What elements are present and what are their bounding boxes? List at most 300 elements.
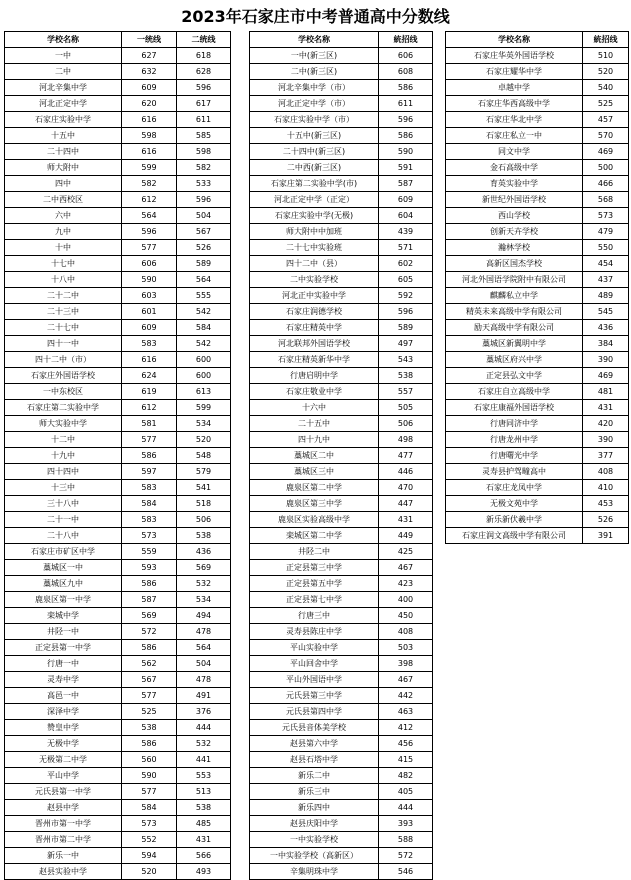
table-row [250,400,433,416]
table-row [250,224,433,240]
score-cell: 431 [379,512,433,528]
score-cell: 560 [122,752,177,768]
school-name-cell: 新世纪外国语学校 [446,192,583,208]
school-name-cell: 无极文苑中学 [446,496,583,512]
score-cell: 506 [379,416,433,432]
score-cell: 400 [379,592,433,608]
score-table-left [4,31,231,880]
table-row [250,528,433,544]
table-row [446,528,629,544]
score-cell: 456 [379,736,433,752]
score-cell: 506 [177,512,231,528]
score-cell: 600 [177,368,231,384]
score-cell: 594 [122,848,177,864]
school-name-cell: 石家庄敬业中学 [250,384,379,400]
school-name-cell: 石家庄华英外国语学校 [446,48,583,64]
score-cell: 420 [583,416,629,432]
table-row [5,96,231,112]
school-name-cell: 二十七中实验班 [250,240,379,256]
school-name-cell: 鹿泉区实验高级中学 [250,512,379,528]
school-name-cell: 二中西校区 [5,192,122,208]
score-cell: 590 [379,144,433,160]
table-row [5,384,231,400]
score-table-middle [249,31,433,880]
score-cell: 491 [177,688,231,704]
score-cell: 618 [177,48,231,64]
score-cell: 479 [583,224,629,240]
score-cell: 510 [583,48,629,64]
score-cell: 398 [379,656,433,672]
score-cell: 469 [583,144,629,160]
score-cell: 543 [379,352,433,368]
school-name-cell: 二十八中 [5,528,122,544]
score-cell: 541 [177,480,231,496]
table-row [446,512,629,528]
table-row [250,864,433,880]
school-name-cell: 四十二中（县） [250,256,379,272]
table-row [446,64,629,80]
school-name-cell: 十三中 [5,480,122,496]
score-cell: 550 [583,240,629,256]
school-name-cell: 藁城区二中 [250,448,379,464]
school-name-cell: 石家庄精英中学 [250,320,379,336]
table-row [250,272,433,288]
score-cell: 586 [379,128,433,144]
score-cell: 611 [379,96,433,112]
score-cell: 454 [583,256,629,272]
school-name-cell: 藁城区新翼明中学 [446,336,583,352]
school-name-cell: 四十二中（市） [5,352,122,368]
school-name-cell: 行唐启明中学 [250,368,379,384]
score-cell: 555 [177,288,231,304]
school-name-cell: 石家庄第二实验中学 [5,400,122,416]
score-cell: 589 [379,320,433,336]
school-name-cell: 二十四中(新三区) [250,144,379,160]
table-row [446,352,629,368]
table-row [250,112,433,128]
table-row [5,576,231,592]
score-cell: 457 [583,112,629,128]
score-cell: 571 [379,240,433,256]
school-name-cell: 平山中学 [5,768,122,784]
table-row [446,384,629,400]
table-row [5,496,231,512]
score-cell: 545 [583,304,629,320]
score-cell: 441 [177,752,231,768]
table-row [446,240,629,256]
table-row [5,128,231,144]
table-row [5,80,231,96]
table-row [446,176,629,192]
score-cell: 604 [379,208,433,224]
table-row [446,48,629,64]
score-cell: 377 [583,448,629,464]
score-cell: 469 [583,368,629,384]
school-name-cell: 一中实验学校 [250,832,379,848]
score-cell: 505 [379,400,433,416]
school-name-cell: 高邑一中 [5,688,122,704]
score-cell: 601 [122,304,177,320]
score-cell: 504 [177,208,231,224]
table-row [446,496,629,512]
table-row [5,48,231,64]
table-row [5,512,231,528]
score-cell: 482 [379,768,433,784]
table-row [5,336,231,352]
school-name-cell: 行唐三中 [250,608,379,624]
score-cell: 600 [177,352,231,368]
school-name-cell: 新乐四中 [250,800,379,816]
header-row [5,32,231,48]
score-cell: 586 [122,736,177,752]
school-name-cell: 石家庄精英新华中学 [250,352,379,368]
school-name-cell: 高新区国杰学校 [446,256,583,272]
score-cell: 525 [122,704,177,720]
school-name-cell: 师大附中 [5,160,122,176]
school-name-cell: 平山实验中学 [250,640,379,656]
score-cell: 405 [379,784,433,800]
score-cell: 569 [122,608,177,624]
score-cell: 619 [122,384,177,400]
school-name-cell: 四十一中 [5,336,122,352]
table-row [250,128,433,144]
score-cell: 590 [122,272,177,288]
school-name-cell: 河北辛集中学 [5,80,122,96]
school-name-cell: 新乐一中 [5,848,122,864]
table-row [250,720,433,736]
score-cell: 542 [177,304,231,320]
table-row [446,320,629,336]
school-name-cell: 正定县第七中学 [250,592,379,608]
table-row [5,800,231,816]
score-cell: 542 [177,336,231,352]
score-cell: 599 [177,400,231,416]
score-cell: 532 [177,736,231,752]
score-cell: 390 [583,432,629,448]
score-cell: 566 [177,848,231,864]
score-cell: 590 [122,768,177,784]
score-cell: 538 [379,368,433,384]
table-row [250,80,433,96]
score-cell: 463 [379,704,433,720]
score-cell: 591 [379,160,433,176]
score-cell: 616 [122,144,177,160]
score-cell: 425 [379,544,433,560]
table-row [5,528,231,544]
table-row [250,192,433,208]
score-cell: 583 [122,512,177,528]
school-name-cell: 河北联邦外国语学校 [250,336,379,352]
school-name-cell: 行唐同济中学 [446,416,583,432]
score-cell: 557 [379,384,433,400]
school-name-cell: 石家庄私立一中 [446,128,583,144]
table-row [5,256,231,272]
score-cell: 612 [122,192,177,208]
school-name-cell: 元氏县第三中学 [250,688,379,704]
score-cell: 609 [122,320,177,336]
table-row [446,256,629,272]
score-cell: 470 [379,480,433,496]
score-cell: 573 [122,816,177,832]
school-name-cell: 石家庄润文高级中学有限公司 [446,528,583,544]
score-table-right [445,31,629,544]
score-cell: 552 [122,832,177,848]
score-cell: 567 [122,672,177,688]
score-cell: 605 [379,272,433,288]
table-row [446,432,629,448]
score-cell: 444 [379,800,433,816]
table-row [250,752,433,768]
table-row [5,480,231,496]
school-name-cell: 石家庄龙凤中学 [446,480,583,496]
school-name-cell: 一中实验学校（高新区） [250,848,379,864]
table-row [250,496,433,512]
table-row [250,352,433,368]
school-name-cell: 九中 [5,224,122,240]
table-row [5,64,231,80]
table-row [250,832,433,848]
school-name-cell: 赵县第六中学 [250,736,379,752]
score-cell: 497 [379,336,433,352]
table-row [250,288,433,304]
table-row [250,464,433,480]
score-cell: 584 [122,800,177,816]
score-cell: 564 [177,272,231,288]
school-name-cell: 平山外国语中学 [250,672,379,688]
score-cell: 538 [122,720,177,736]
school-name-cell: 六中 [5,208,122,224]
school-name-cell: 一中 [5,48,122,64]
school-name-cell: 石家庄华西高级中学 [446,96,583,112]
table-row [5,208,231,224]
school-name-cell: 瀚林学校 [446,240,583,256]
score-cell: 504 [177,656,231,672]
school-name-cell: 精英未来高级中学有限公司 [446,304,583,320]
score-cell: 534 [177,416,231,432]
score-cell: 570 [583,128,629,144]
table-row [446,160,629,176]
score-cell: 606 [122,256,177,272]
school-name-cell: 石家庄华北中学 [446,112,583,128]
score-cell: 617 [177,96,231,112]
score-cell: 620 [122,96,177,112]
school-name-cell: 育英实验中学 [446,176,583,192]
score-cell: 466 [583,176,629,192]
score-cell: 593 [122,560,177,576]
school-name-cell: 正定县第五中学 [250,576,379,592]
table-row [250,176,433,192]
table-row [250,640,433,656]
score-cell: 390 [583,352,629,368]
table-row [446,336,629,352]
table-row [5,224,231,240]
school-name-cell: 无极中学 [5,736,122,752]
score-cell: 583 [122,480,177,496]
score-cell: 494 [177,608,231,624]
score-cell: 632 [122,64,177,80]
score-cell: 577 [122,688,177,704]
score-cell: 577 [122,432,177,448]
table-row [250,576,433,592]
score-cell: 520 [122,864,177,880]
score-cell: 573 [122,528,177,544]
table-row [250,656,433,672]
table-row [250,208,433,224]
table-row [5,368,231,384]
table-row [5,864,231,880]
school-name-cell: 赵县庆阳中学 [250,816,379,832]
table-row [446,448,629,464]
table-row [5,544,231,560]
table-row [5,432,231,448]
school-name-cell: 河北正定中学 [5,96,122,112]
score-cell: 586 [122,576,177,592]
school-name-cell: 创新天卉学校 [446,224,583,240]
score-cell: 513 [177,784,231,800]
school-name-cell: 师大附中中加班 [250,224,379,240]
school-name-cell: 深泽中学 [5,704,122,720]
table-row [250,240,433,256]
score-cell: 582 [177,160,231,176]
table-row [5,400,231,416]
score-cell: 584 [122,496,177,512]
school-name-cell: 一中(新三区) [250,48,379,64]
school-name-cell: 赵县中学 [5,800,122,816]
table-row [5,784,231,800]
school-name-cell: 二中 [5,64,122,80]
school-name-cell: 新乐新伏羲中学 [446,512,583,528]
table-row [446,208,629,224]
score-cell: 376 [177,704,231,720]
school-name-cell: 石家庄实验中学(无极) [250,208,379,224]
school-name-cell: 四十九中 [250,432,379,448]
school-name-cell: 二十一中 [5,512,122,528]
score-cell: 624 [122,368,177,384]
table-row [5,592,231,608]
score-cell: 587 [122,592,177,608]
table-row [5,832,231,848]
school-name-cell: 晋州市第一中学 [5,816,122,832]
score-cell: 467 [379,672,433,688]
score-cell: 450 [379,608,433,624]
score-cell: 602 [379,256,433,272]
score-cell: 538 [177,528,231,544]
score-cell: 564 [122,208,177,224]
score-cell: 599 [122,160,177,176]
table-row [250,736,433,752]
school-name-cell: 十中 [5,240,122,256]
school-name-cell: 同文中学 [446,144,583,160]
table-row [446,288,629,304]
score-cell: 534 [177,592,231,608]
column-header-score: 統招线 [583,32,629,48]
table-row [250,64,433,80]
table-row [5,320,231,336]
score-cell: 446 [379,464,433,480]
school-name-cell: 二十四中 [5,144,122,160]
table-row [250,144,433,160]
table-row [5,240,231,256]
score-cell: 410 [583,480,629,496]
school-name-cell: 平山回舍中学 [250,656,379,672]
score-cell: 573 [583,208,629,224]
header-row [446,32,629,48]
table-row [5,656,231,672]
table-row [5,144,231,160]
table-row [250,384,433,400]
school-name-cell: 藁城区府兴中学 [446,352,583,368]
column-header-school: 学校名称 [5,32,122,48]
score-cell: 518 [177,496,231,512]
table-row [446,224,629,240]
score-cell: 498 [379,432,433,448]
score-cell: 596 [122,224,177,240]
score-cell: 606 [379,48,433,64]
table-row [5,112,231,128]
table-row [250,816,433,832]
school-name-cell: 十五中 [5,128,122,144]
school-name-cell: 正定县弘文中学 [446,368,583,384]
score-cell: 412 [379,720,433,736]
score-cell: 481 [583,384,629,400]
table-row [5,816,231,832]
school-name-cell: 藁城区九中 [5,576,122,592]
score-cell: 567 [177,224,231,240]
school-name-cell: 十九中 [5,448,122,464]
table-row [446,400,629,416]
table-row [250,480,433,496]
score-cell: 562 [122,656,177,672]
school-name-cell: 金石高级中学 [446,160,583,176]
table-row [250,704,433,720]
score-cell: 532 [177,576,231,592]
score-cell: 546 [379,864,433,880]
column-header-score: 二统线 [177,32,231,48]
score-cell: 503 [379,640,433,656]
school-name-cell: 井陉二中 [250,544,379,560]
score-cell: 467 [379,560,433,576]
score-cell: 485 [177,816,231,832]
table-row [250,784,433,800]
table-row [446,192,629,208]
school-name-cell: 元氏县第一中学 [5,784,122,800]
school-name-cell: 河北正定中学（正定） [250,192,379,208]
school-name-cell: 二中实验学校 [250,272,379,288]
table-row [5,352,231,368]
school-name-cell: 河北正定中学（市） [250,96,379,112]
score-cell: 569 [177,560,231,576]
score-cell: 592 [379,288,433,304]
table-row [446,464,629,480]
school-name-cell: 河北正中实验中学 [250,288,379,304]
score-cell: 586 [379,80,433,96]
school-name-cell: 鹿泉区第二中学 [250,480,379,496]
score-cell: 431 [583,400,629,416]
school-name-cell: 石家庄第二实验中学(市) [250,176,379,192]
school-name-cell: 正定县第一中学 [5,640,122,656]
table-row [250,560,433,576]
table-row [5,288,231,304]
school-name-cell: 麒麟私立中学 [446,288,583,304]
table-row [5,768,231,784]
school-name-cell: 卓越中学 [446,80,583,96]
table-row [5,736,231,752]
score-cell: 408 [583,464,629,480]
school-name-cell: 二十三中 [5,304,122,320]
score-cell: 609 [122,80,177,96]
school-name-cell: 四十四中 [5,464,122,480]
score-cell: 391 [583,528,629,544]
